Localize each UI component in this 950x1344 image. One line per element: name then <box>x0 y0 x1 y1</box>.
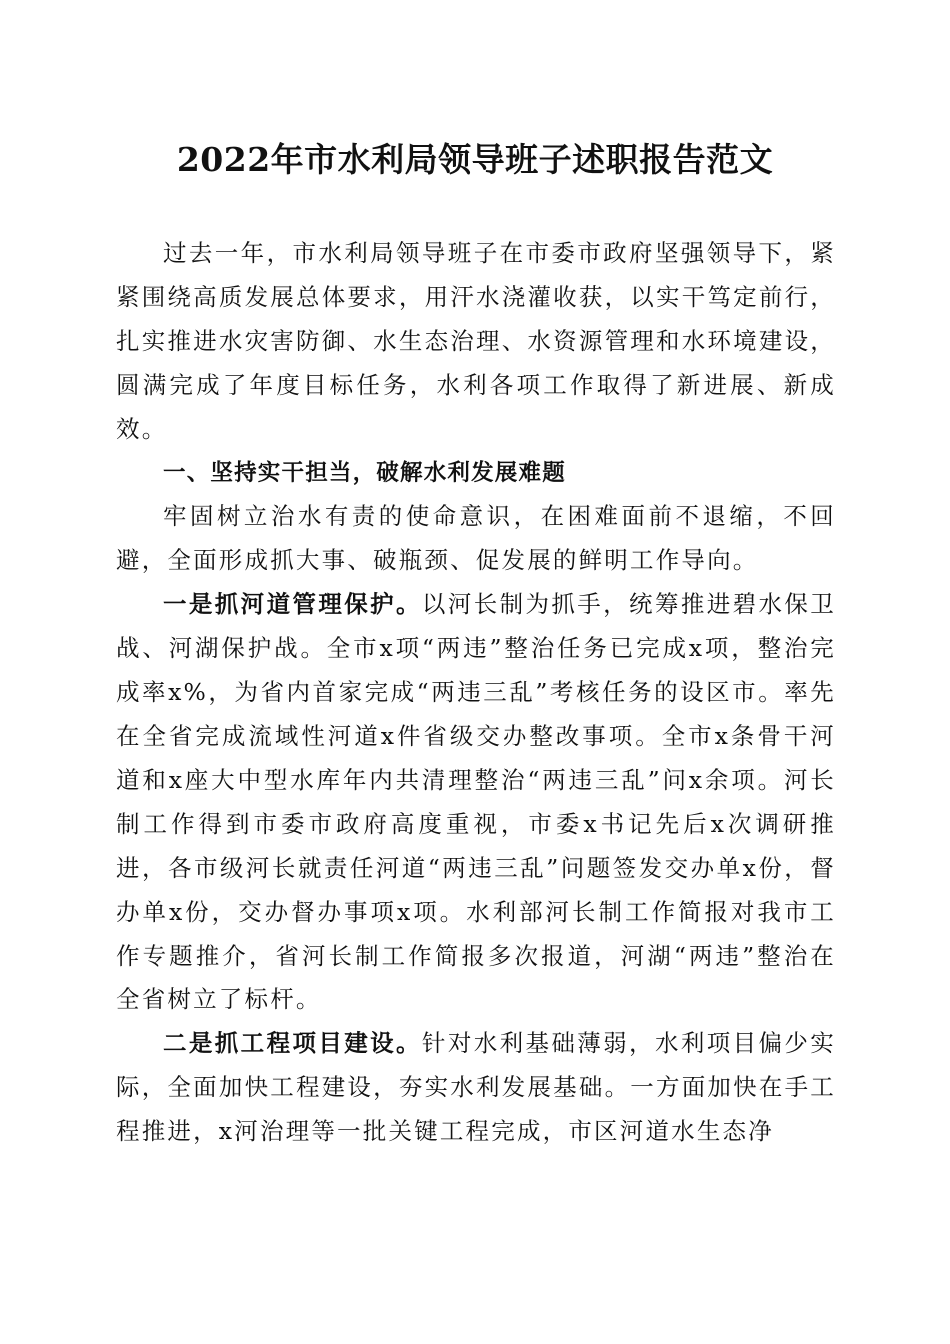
item-1-paragraph <box>116 583 836 1022</box>
item-2-text: 针对水利基础薄弱，水利项目偏少实际，全面加快工程建设，夯实水利发展基础。一方面加快在手工程推进，x河治理等一批关键工程完成，市区河道水生态净 <box>116 1029 836 1146</box>
item-2-paragraph <box>116 1022 836 1154</box>
document-title: 2022年市水利局领导班子述职报告范文 <box>176 140 774 179</box>
section-1-intro-paragraph: 牢固树立治水有责的使命意识，在困难面前不退缩，不回避，全面形成抓大事、破瓶颈、促发展的鲜明工作导向。 <box>116 502 836 575</box>
item-2-lead: 二是抓工程项目建设。 <box>163 1029 422 1058</box>
section-1-heading: 一、坚持实干担当，破解水利发展难题 <box>163 459 566 486</box>
document-body <box>116 232 836 1154</box>
item-1-lead: 一是抓河道管理保护。 <box>163 590 422 619</box>
intro-paragraph: 过去一年，市水利局领导班子在市委市政府坚强领导下，紧紧围绕高质发展总体要求，用汗水浇灌收获，以实干笃定前行，扎实推进水灾害防御、水生态治理、水资源管理和水环境建设，圆满完成了年度目标任务，水利各项工作取得了新进展、新成效。 <box>116 239 836 443</box>
item-1-text: 以河长制为抓手，统筹推进碧水保卫战、河湖保护战。全市x项“两违”整治任务已完成x项，整治完成率x%，为省内首家完成“两违三乱”考核任务的设区市。率先在全省完成流域性河道x件省级交办整改事项。全市x条骨干河道和x座大中型水库年内共清理整治“两违三乱”问x余项。河长制工作得到市委市政府高度重视，市委x书记先后x次调研推进，各市级河长就责任河道“两违三乱”问题签发交办单x份，督办单x份，交办督办事项x项。水利部河长制工作简报对我市工作专题推介，省河长制工作简报多次报道，河湖“两违”整治在全省树立了标杆。 <box>116 590 836 1014</box>
